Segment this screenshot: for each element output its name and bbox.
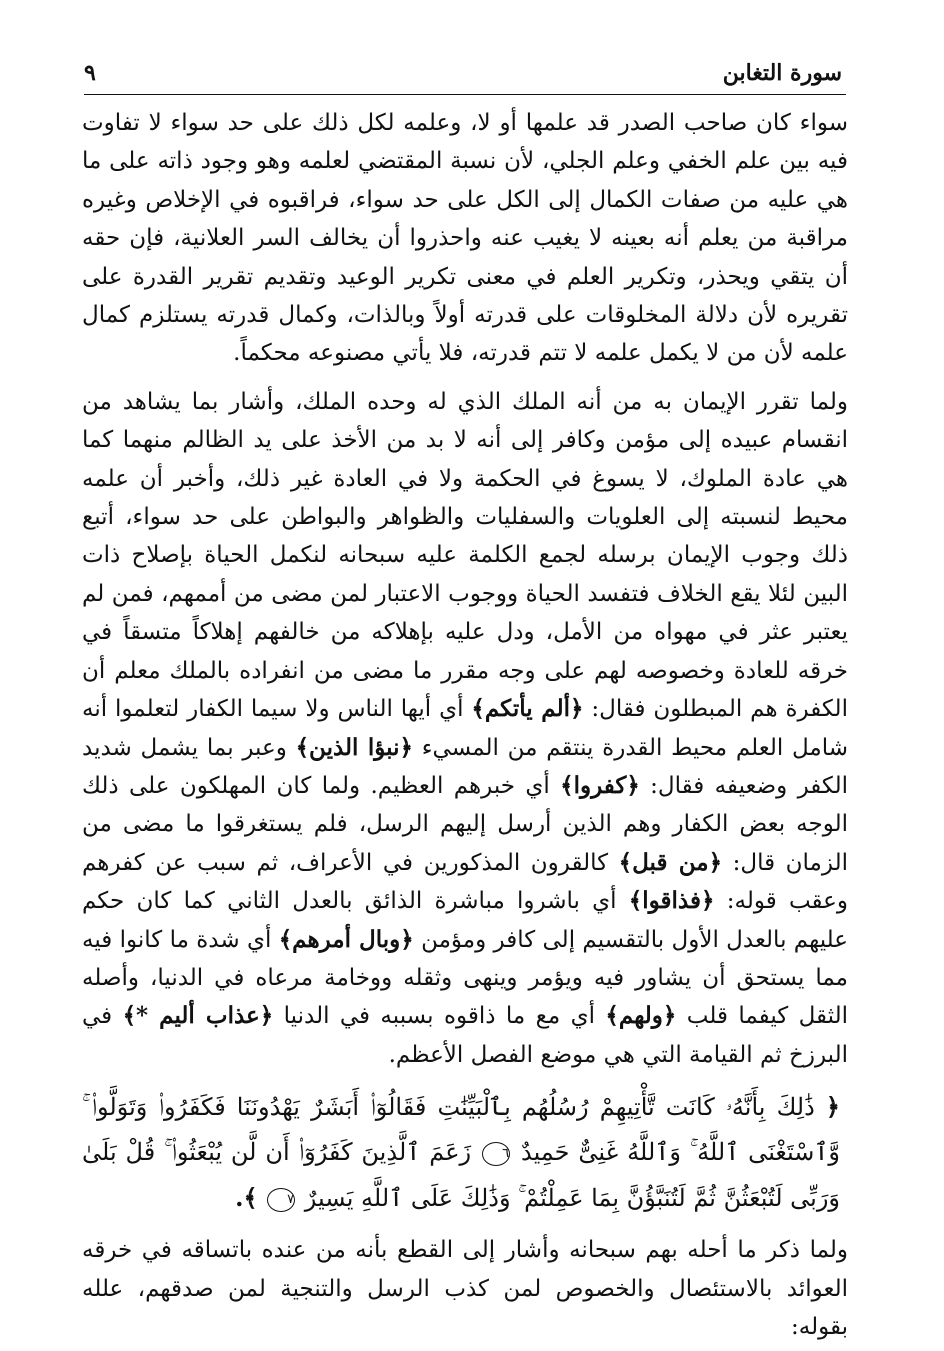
verse-text-6: ذَٰلِكَ بِأَنَّهُۥ كَانَت تَّأْتِيهِمْ رُسُلُهُم بِٱلْبَيِّنَٰتِ فَقَالُوٓا۟ أَبَشَرٌ يَهْدُونَنَا فَكَفَرُوا۟ وَتَوَلَّوا۟ ۚ وَّٱسْتَغْنَى ٱللَّهُ ۚ وَٱللَّهُ غَنِىٌّ حَمِيدٌ [82,1093,841,1167]
paragraph-text: كالقرون المذكورين في الأعراف، ثم سبب عن كفرهم وعقب قوله: [82,849,849,915]
paragraph-3 [82,1231,848,1346]
paragraph-text: أي أيها الناس ولا سيما الكفار لتعلموا أنه شامل العلم محيط القدرة ينتقم من المسيء [82,696,849,761]
paragraph-text: في البرزخ ثم القيامة التي هي موضع الفصل الأعظم. [82,1003,848,1068]
quran-quote: ﴿عذاب أليم *﴾ [122,1002,274,1030]
paragraph-2 [82,383,848,1074]
paragraph-1 [82,104,848,373]
paragraph-text: ولما ذكر ما أحله بهم سبحانه وأشار إلى القطع بأنه من عنده باتساقه في خرقه العوائد بالاستئصال والخصوص لمن كذب الرسل والتنجية لمن صدقهم، علله بقوله: [82,1237,848,1340]
quran-quote: ﴿فذاقوا﴾ [628,887,715,915]
quran-quote: ﴿ولهم﴾ [605,1002,677,1030]
quran-quote: ﴿ألم يأتكم﴾ [471,695,584,723]
verse-close-bracket: ﴾. [235,1183,258,1213]
quran-quote: ﴿كفروا﴾ [560,771,640,799]
paragraph-text: وعبر بما يشمل شديد الكفر وضعيفه فقال: [82,734,848,799]
paragraph-text: أي شدة ما كانوا فيه مما يستحق أن يشاور فيه ويؤمر وينهى وثقله ووخامة مرعاه في الدنيا، وأصله الثقل كيفما قلب [82,926,849,1030]
page-body [82,104,848,1346]
paragraph-gap [82,373,848,383]
quran-quote: ﴿من قبل﴾ [618,848,723,876]
paragraph-text: أي باشروا مباشرة الذائق بالعدل الثاني كما كان حكم عليهم بالعدل الأول بالتقسيم إلى كافر ومؤمن [82,888,848,953]
surah-title: سورة التغابن [722,60,842,86]
verse-text-7: زَعَمَ ٱلَّذِينَ كَفَرُوٓا۟ أَن لَّن يُبْعَثُوا۟ ۚ قُلْ بَلَىٰ وَرَبِّى لَتُبْعَثُنَّ ثُمَّ لَتُنَبَّؤُنَّ بِمَا عَمِلْتُمْ ۚ وَذَٰلِكَ عَلَى ٱللَّهِ يَسِيرٌ [82,1138,840,1213]
paragraph-text: أي خبرهم العظيم. ولما كان المهلكون على ذلك الوجه بعض الكفار وهم الذين أرسل إليهم الرسل، فلم يستغرقوا ما مضى من الزمان قال: [82,772,848,876]
paragraph-text: سواء كان صاحب الصدر قد علمها أو لا، وعلمه لكل ذلك على حد سواء لا تفاوت فيه بين علم الخفي وعلم الجلي، لأن نسبة المقتضي لعلمه وهو وجود ذاته على ما هي عليه من صفات الكمال إلى الكل على حد سواء، فراقبوه في الإخلاص وغيره مراقبة من يعلم أنه بعينه لا يغيب عنه واحذروا أن يخالف السر العلانية، فإن حقه أن يتقي ويحذر، وتكرير العلم في معنى تكرير الوعيد وتقديم تقرير القدرة على تقريره لأن دلالة المخلوقات على قدرته أولاً وبالذات، وكمال قدرته يستلزم كمال علمه لأن من لا يكمل علمه لا تتم قدرته، فلا يأتي مصنوعه محكماً. [82,110,848,367]
paragraph-text: أي مع ما ذاقوه بسببه في الدنيا [273,1003,606,1030]
page-number: ٩ [84,60,96,86]
ayah-number-marker: ٧ [267,1188,295,1212]
quran-verse-block [82,1084,848,1221]
page-header [84,58,846,95]
paragraph-gap [82,1074,848,1084]
quran-quote: ﴿نبؤا الذين﴾ [295,733,413,761]
paragraph-gap [82,1221,848,1231]
paragraph-text: ولما تقرر الإيمان به من أنه الملك الذي له وحده الملك، وأشار بما يشاهد من انقسام عبيده إلى مؤمن وكافر إلى أنه لا بد من الأخذ على يد الظالم منهما كما هي عادة الملوك، لا يسوغ في الحكمة ولا في العادة غير ذلك، وأخبر أن علمه محيط لنسبته إلى العلويات والسفليات والظواهر والبواطن على حد سواء، أتبع ذلك وجوب الإيمان برسله لجمع الكلمة عليه سبحانه لنكمل الحياة بإصلاح ذات البين لئلا يقع الخلاف فتفسد الحياة ووجوب الاعتبار لمن مضى من أممهم، فمن لم يعتبر عثر في مهواه من الأمل، ودل عليه بإهلاكه من خالفهم إهلاكاً متسقاً في خرقه للعادة وخصوصه لهم على وجه مقرر ما مضى من انفراده بالملك معلم أن الكفرة هم المبطلون فقال: [82,388,848,723]
ayah-number-marker: ٦ [482,1142,510,1166]
quran-quote: ﴿وبال أمرهم﴾ [278,925,414,953]
verse-open-bracket: ﴿ [825,1092,840,1122]
